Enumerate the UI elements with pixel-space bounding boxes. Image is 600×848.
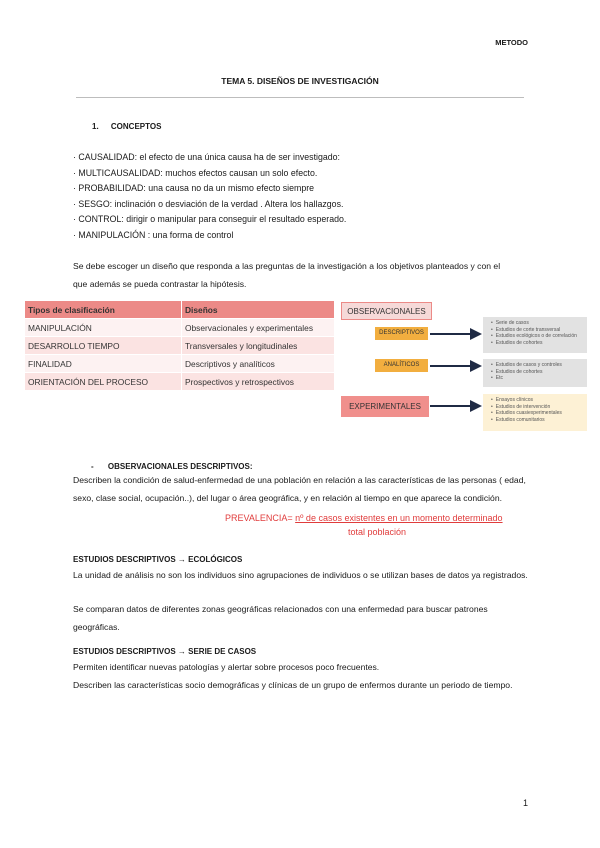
descriptivos-box: DESCRIPTIVOS [375, 327, 428, 340]
formula-label: PREVALENCIA= [225, 513, 293, 523]
table-row [25, 337, 335, 355]
concepts-list [73, 150, 346, 244]
table-header: Tipos de clasificación [25, 301, 182, 319]
title-divider [76, 97, 524, 98]
formula-numerator: nº de casos existentes en un momento determinado [295, 513, 503, 523]
table-row [25, 373, 335, 391]
analiticos-list [483, 359, 587, 387]
list-item: • Estudios de cohortes [491, 369, 583, 376]
obs-desc-heading-text: OBSERVACIONALES DESCRIPTIVOS: [107, 462, 253, 471]
ecologicos-p2: Se comparan datos de diferentes zonas geográficas relacionados con una enfermedad para buscar patrones geográficas. [73, 604, 488, 632]
concept-item: · SESGO: inclinación o desviación de la verdad . Altera los hallazgos. [73, 198, 344, 209]
list-item: • Estudios cuasiexperimentales [491, 410, 583, 417]
list-item: • Estudios comunitarios [491, 417, 583, 424]
experimentales-box: EXPERIMENTALES [341, 396, 429, 417]
concept-item: · CAUSALIDAD: el efecto de una única causa ha de ser investigado: [73, 152, 340, 162]
concept-item: · CONTROL: dirigir o manipular para conseguir el resultado esperado. [73, 214, 347, 225]
list-item: • Estudios de corte transversal [491, 327, 583, 334]
experimentales-list [483, 394, 587, 431]
table-row [25, 355, 335, 373]
prevalence-formula [225, 513, 503, 523]
list-item: • Ensayos clínicos [491, 397, 583, 404]
obs-desc-bullet: - [91, 462, 94, 471]
table-row [25, 319, 335, 337]
concepts-heading-text: CONCEPTOS [110, 122, 162, 131]
analiticos-box: ANALÍTICOS [375, 359, 428, 372]
table-header-row [25, 301, 335, 319]
table-cell: Descriptivos y analíticos [182, 355, 335, 373]
table-cell: ORIENTACIÓN DEL PROCESO [25, 373, 182, 391]
obs-desc-heading [91, 462, 253, 471]
descriptivos-list [483, 317, 587, 353]
list-item: • Serie de casos [491, 320, 583, 327]
page-number: 1 [522, 798, 528, 808]
running-header: METODO [495, 38, 528, 47]
table-header: Diseños [182, 301, 335, 319]
table-cell: DESARROLLO TIEMPO [25, 337, 182, 355]
list-item: • Etc [491, 375, 583, 382]
list-item: • Estudios de cohortes [491, 340, 583, 347]
concept-item: · MANIPULACIÓN : una forma de control [73, 229, 234, 240]
table-cell: FINALIDAD [25, 355, 182, 373]
list-item: • Estudios de intervención [491, 404, 583, 411]
classification-table [24, 300, 335, 391]
ecologicos-p1: La unidad de análisis no son los individuos sino agrupaciones de individuos o se utilizan bases de datos ya registrados. [73, 570, 528, 580]
page-title: TEMA 5. DISEÑOS DE INVESTIGACIÓN [221, 76, 379, 86]
table-cell: MANIPULACIÓN [25, 319, 182, 337]
table-cell: Prospectivos y retrospectivos [182, 373, 335, 391]
observacionales-box: OBSERVACIONALES [341, 302, 432, 320]
serie-heading: ESTUDIOS DESCRIPTIVOS → SERIE DE CASOS [73, 647, 257, 656]
formula-denominator: total población [348, 527, 407, 537]
serie-p1: Permiten identificar nuevas patologías y alertar sobre procesos poco frecuentes. [73, 662, 380, 672]
list-item: • Estudios de casos y controles [491, 362, 583, 369]
concepts-intro: Se debe escoger un diseño que responda a las preguntas de la investigación a los objetivos planteados y con el que además se pueda contrastar la hipótesis. [73, 261, 501, 289]
ecologicos-heading: ESTUDIOS DESCRIPTIVOS → ECOLÓGICOS [73, 555, 243, 564]
serie-p2: Describen las características socio demográficas y clínicas de un grupo de enfermos durante un periodo de tiempo. [73, 680, 513, 690]
concept-item: · MULTICAUSALIDAD: muchos efectos causan un solo efecto. [73, 167, 318, 178]
table-cell: Observacionales y experimentales [182, 319, 335, 337]
diagram-arrows [428, 320, 486, 420]
obs-desc-text: Describen la condición de salud-enfermedad de una población en relación a las características de las personas ( edad, sexo, clase social, ocupación..), del lugar o área geográfica, y en relación al tiempo en que aparece la condición. [73, 475, 526, 503]
concepts-heading [92, 122, 161, 131]
list-item: • Estudios ecológicos o de correlación [491, 333, 583, 340]
concepts-heading-number: 1. [92, 122, 99, 131]
table-cell: Transversales y longitudinales [182, 337, 335, 355]
concept-item: · PROBABILIDAD: una causa no da un mismo efecto siempre [73, 183, 315, 194]
